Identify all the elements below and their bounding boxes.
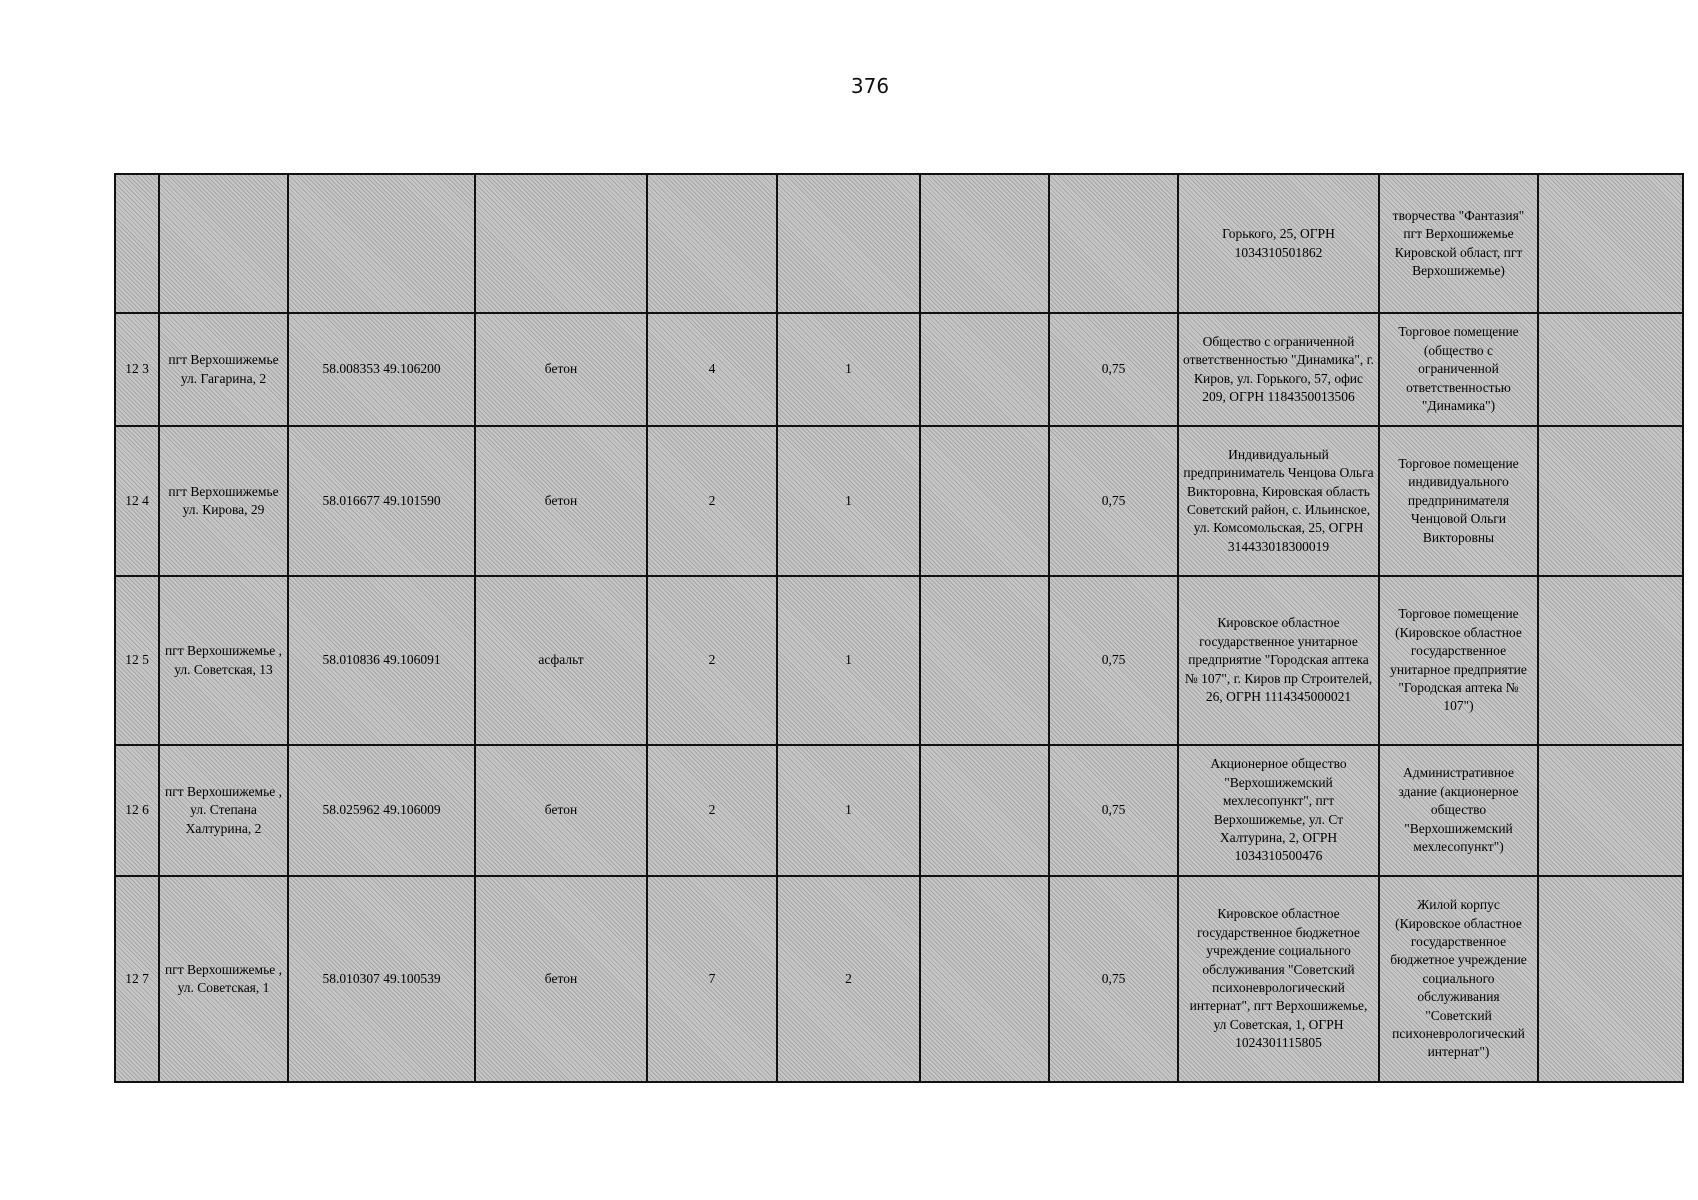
row-number-cell: 12 6 (115, 745, 159, 876)
source-cell: Торговое помещение индивидуального предпринимателя Ченцовой Ольги Викторовны (1379, 426, 1538, 576)
page-number: 376 (850, 74, 890, 98)
empty-cell (1538, 313, 1683, 426)
source-cell: творчества "Фантазия" пгт Верхошижемье Кировской област, пгт Верхошижемье) (1379, 174, 1538, 313)
table-row (115, 745, 1683, 876)
containers-count-cell (777, 174, 920, 313)
address-cell: пгт Верхошижемье ул. Гагарина, 2 (159, 313, 288, 426)
containers-count-cell: 1 (777, 426, 920, 576)
address-cell: пгт Верхошижемье , ул. Степана Халтурина, 2 (159, 745, 288, 876)
owner-cell: Общество с ограниченной ответственностью "Динамика", г. Киров, ул. Горького, 57, офис 209, ОГРН 1184350013506 (1178, 313, 1379, 426)
address-cell: пгт Верхошижемье , ул. Советская, 13 (159, 576, 288, 745)
row-number-cell: 12 4 (115, 426, 159, 576)
address-cell: пгт Верхошижемье , ул. Советская, 1 (159, 876, 288, 1082)
empty-cell (920, 174, 1049, 313)
coordinates-cell: 58.010307 49.100539 (288, 876, 475, 1082)
source-cell: Торговое помещение (Кировское областное государственное унитарное предприятие "Городская аптека № 107") (1379, 576, 1538, 745)
coordinates-cell: 58.016677 49.101590 (288, 426, 475, 576)
volume-cell: 0,75 (1049, 576, 1178, 745)
row-number-cell: 12 5 (115, 576, 159, 745)
containers-count-cell: 1 (777, 313, 920, 426)
owner-cell: Акционерное общество "Верхошижемский мехлесопункт", пгт Верхошижемье, ул. Ст Халтурина, 2, ОГРН 1034310500476 (1178, 745, 1379, 876)
address-cell: пгт Верхошижемье ул. Кирова, 29 (159, 426, 288, 576)
volume-cell: 0,75 (1049, 745, 1178, 876)
empty-cell (920, 313, 1049, 426)
area-cell: 2 (647, 426, 777, 576)
owner-cell: Горького, 25, ОГРН 1034310501862 (1178, 174, 1379, 313)
table-row (115, 313, 1683, 426)
row-number-cell: 12 7 (115, 876, 159, 1082)
containers-count-cell: 1 (777, 745, 920, 876)
coordinates-cell: 58.008353 49.106200 (288, 313, 475, 426)
owner-cell: Индивидуальный предприниматель Ченцова Ольга Викторовна, Кировская область Советский район, с. Ильинское, ул. Комсомольская, 25, ОГРН 314433018300019 (1178, 426, 1379, 576)
table-row (115, 174, 1683, 313)
coordinates-cell: 58.010836 49.106091 (288, 576, 475, 745)
volume-cell: 0,75 (1049, 876, 1178, 1082)
surface-cell: бетон (475, 313, 647, 426)
surface-cell: бетон (475, 745, 647, 876)
area-cell: 7 (647, 876, 777, 1082)
volume-cell: 0,75 (1049, 313, 1178, 426)
containers-count-cell: 2 (777, 876, 920, 1082)
empty-cell (920, 876, 1049, 1082)
empty-cell (1538, 745, 1683, 876)
volume-cell (1049, 174, 1178, 313)
empty-cell (1538, 576, 1683, 745)
table-row (115, 576, 1683, 745)
empty-cell (1538, 426, 1683, 576)
surface-cell (475, 174, 647, 313)
address-cell (159, 174, 288, 313)
area-cell: 2 (647, 745, 777, 876)
area-cell: 2 (647, 576, 777, 745)
empty-cell (1538, 876, 1683, 1082)
owner-cell: Кировское областное государственное бюджетное учреждение социального обслуживания "Советский психоневрологический интернат", пгт Верхошижемье, ул Советская, 1, ОГРН 1024301115805 (1178, 876, 1379, 1082)
empty-cell (1538, 174, 1683, 313)
containers-count-cell: 1 (777, 576, 920, 745)
waste-sites-table (114, 173, 1684, 1083)
row-number-cell (115, 174, 159, 313)
coordinates-cell: 58.025962 49.106009 (288, 745, 475, 876)
volume-cell: 0,75 (1049, 426, 1178, 576)
table-row (115, 426, 1683, 576)
empty-cell (920, 426, 1049, 576)
area-cell (647, 174, 777, 313)
owner-cell: Кировское областное государственное унитарное предприятие "Городская аптека № 107", г. Киров пр Строителей, 26, ОГРН 1114345000021 (1178, 576, 1379, 745)
row-number-cell: 12 3 (115, 313, 159, 426)
surface-cell: асфальт (475, 576, 647, 745)
coordinates-cell (288, 174, 475, 313)
source-cell: Торговое помещение (общество с ограниченной ответственностью "Динамика") (1379, 313, 1538, 426)
source-cell: Жилой корпус (Кировское областное государственное бюджетное учреждение социального обслуживания "Советский психоневрологический интернат") (1379, 876, 1538, 1082)
surface-cell: бетон (475, 876, 647, 1082)
table-row (115, 876, 1683, 1082)
area-cell: 4 (647, 313, 777, 426)
surface-cell: бетон (475, 426, 647, 576)
source-cell: Административное здание (акционерное общество "Верхошижемский мехлесопункт") (1379, 745, 1538, 876)
empty-cell (920, 745, 1049, 876)
empty-cell (920, 576, 1049, 745)
